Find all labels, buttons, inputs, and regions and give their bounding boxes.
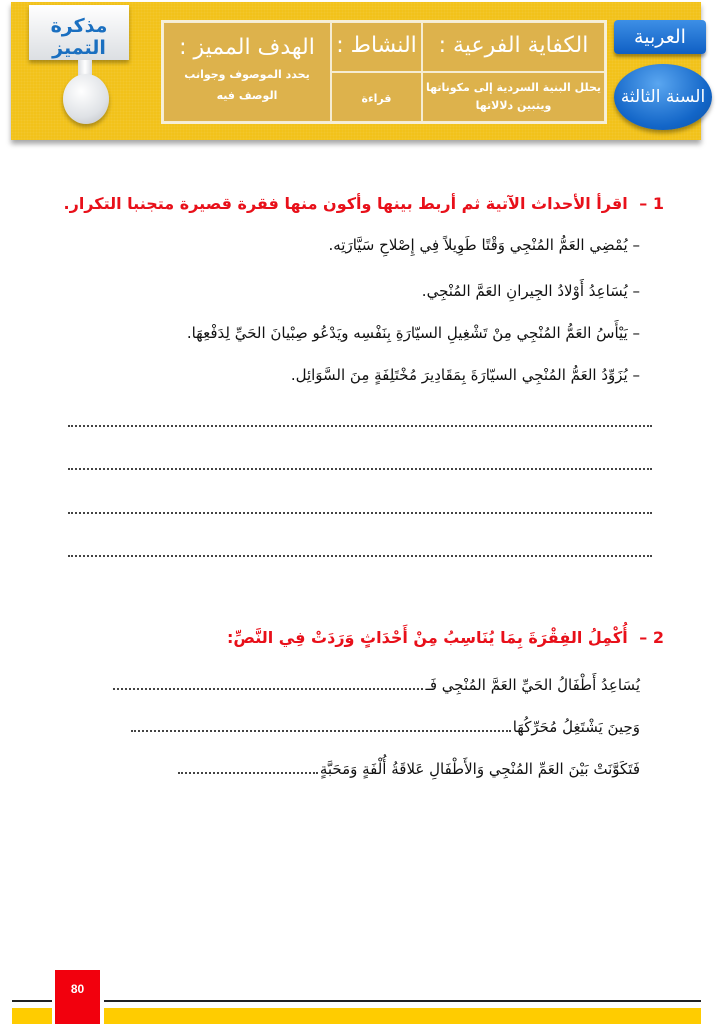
completion-sentence [131,718,640,736]
sentence-text: وَحِينَ يَشْتَغِلُ مُحَرِّكُهَا [512,718,640,736]
subject-badge: العربية [614,20,706,54]
exercise-1-instruction: اقرأ الأحداث الآتية ثم أربط بينها وأكون منها فقرة قصيرة متجنبا التكرار. [63,194,628,213]
answer-line[interactable] [68,468,652,470]
logo-ball [63,74,109,124]
activity-title-cell [331,22,422,72]
answer-blank[interactable] [131,730,511,732]
goal-cell [163,22,331,122]
exercise-1-number: 1 – [639,194,664,213]
exercise-2-number: 2 – [639,628,664,647]
completion-sentence [113,676,640,694]
event-item: – يُزَوِّدُ العَمُّ المُنْجِي السيّارَةَ بِمَقَادِيرَ مُخْتَلِفَةٍ مِنَ السَّوَائِل. [290,366,640,384]
footer-bar-right [104,1008,701,1024]
competency-value-cell [422,72,605,122]
answer-line[interactable] [68,425,652,427]
page-number: 80 [55,970,100,1024]
sentence-text: فَتَكَوَّنَتْ بَيْنَ العَمِّ المُنْجِي وَالأَطْفَالِ عَلاقَةُ أُلْفَةٍ وَمَحَبَّةٍ [319,760,640,778]
event-item: – يُمْضِي العَمُّ المُنْجِي وَقْتًا طَوِيلاً فِي إِصْلاحِ سَيَّارَتِه. [328,236,640,254]
answer-line[interactable] [68,555,652,557]
logo-card [29,5,129,60]
exercise-1-title [64,194,664,213]
exercise-2-title [227,628,664,647]
footer-bar-left [12,1008,52,1024]
sentence-text: يُسَاعِدُ أَطْفَالُ الحَيِّ العَمَّ المُنْجِي فَـ [425,676,640,694]
header-banner [11,2,706,140]
grade-badge: السنة الثالثة [614,64,712,130]
answer-blank[interactable] [113,688,423,690]
event-item: – يَيْأَسُ العَمُّ المُنْجِي مِنْ تَشْغِيلِ السيّارَةِ بِنَفْسِه ويَدْعُو صِبْيانَ الحَيِّ لِدَفْعِهَا. [186,324,640,342]
footer-rule-right [104,1000,701,1002]
competency-value: يحلل البنية السردية إلى مكوناتها ويتبين دلالاتها [425,81,602,112]
activity-value-cell [331,72,422,122]
event-item: – يُسَاعِدُ أَوْلادُ الجِيرانِ العَمَّ المُنْجِي. [421,282,640,300]
competency-title-cell [422,22,605,72]
activity-title: النشاط : [336,33,417,58]
exercise-2-instruction: أُكْمِلُ الفِقْرَةَ بِمَا يُنَاسِبُ مِنْ أَحْدَاثٍ وَرَدَتْ فِي النَّصِّ: [226,628,628,647]
answer-blank[interactable] [178,772,318,774]
completion-sentence [178,760,640,778]
goal-value: يحدد الموصوف وجوانب الوصف فيه [184,68,310,102]
competency-title: الكفاية الفرعية : [438,33,589,58]
logo-text: مذكرة التميز [50,15,108,59]
footer-rule-left [12,1000,52,1002]
lesson-info-panel [161,20,607,124]
activity-value: قراءة [361,92,392,105]
goal-title: الهدف المميز : [179,35,315,60]
answer-line[interactable] [68,512,652,514]
